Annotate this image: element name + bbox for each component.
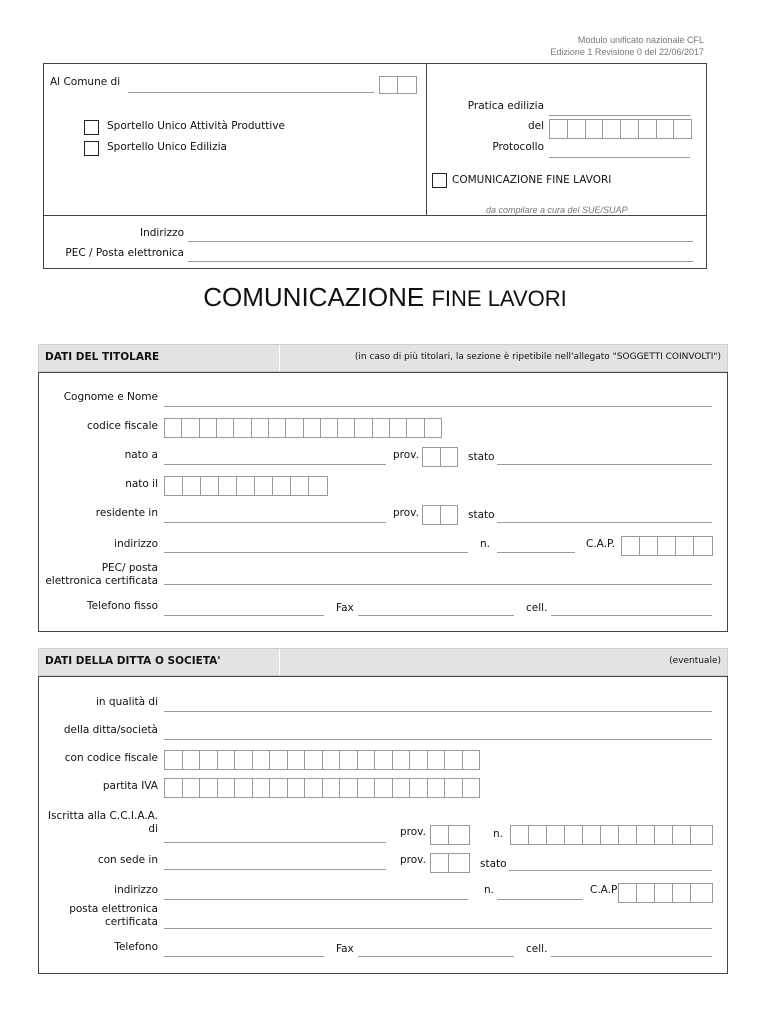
input-cell[interactable] xyxy=(183,477,201,495)
res-prov-cells[interactable] xyxy=(422,505,458,525)
ditta-cap-label: C.A.P xyxy=(590,884,618,896)
input-cell[interactable] xyxy=(622,537,640,555)
input-cell[interactable] xyxy=(340,779,358,797)
ditta-n-label: n. xyxy=(484,884,494,896)
qualita-label: in qualità di xyxy=(96,696,158,708)
cap-tit-cells[interactable] xyxy=(621,536,713,556)
n-tit-input[interactable] xyxy=(497,552,575,553)
input-cell[interactable] xyxy=(393,751,411,769)
residente-label: residente in xyxy=(95,507,158,519)
pec-tit-label xyxy=(44,562,158,588)
input-cell[interactable] xyxy=(637,826,655,844)
input-cell[interactable] xyxy=(200,419,217,437)
titolare-box xyxy=(38,372,728,632)
input-cell[interactable] xyxy=(511,826,529,844)
cciaa-label xyxy=(44,810,158,836)
input-cell[interactable] xyxy=(621,120,639,138)
input-cell[interactable] xyxy=(323,751,341,769)
input-cell[interactable] xyxy=(655,884,673,902)
comune-prov-cells[interactable] xyxy=(379,76,417,94)
cell-tit-label: cell. xyxy=(526,602,548,614)
input-cell[interactable] xyxy=(655,826,673,844)
ditta-posta-label-2: certificata xyxy=(105,916,158,928)
del-label: del xyxy=(527,120,544,132)
input-cell[interactable] xyxy=(380,77,398,93)
input-cell[interactable] xyxy=(219,477,237,495)
cfl-checkbox[interactable] xyxy=(432,173,447,188)
input-cell[interactable] xyxy=(673,884,691,902)
cciaa-n-label: n. xyxy=(493,828,503,840)
input-cell[interactable] xyxy=(639,120,657,138)
pec-tit-label-2: elettronica certificata xyxy=(45,575,158,587)
ditta-cell-input[interactable] xyxy=(551,956,712,957)
input-cell[interactable] xyxy=(183,779,201,797)
pec-tit-input[interactable] xyxy=(164,584,712,585)
input-cell[interactable] xyxy=(375,751,393,769)
ditta-fax-input[interactable] xyxy=(358,956,514,957)
sede-label: con sede in xyxy=(97,854,158,866)
cfl-label: COMUNICAZIONE FINE LAVORI xyxy=(452,174,612,186)
input-cell[interactable] xyxy=(201,477,219,495)
input-cell[interactable] xyxy=(691,826,708,844)
input-cell[interactable] xyxy=(269,419,286,437)
ditta-fax-label: Fax xyxy=(336,943,354,955)
ditta-input[interactable] xyxy=(164,739,712,740)
ditta-tel-input[interactable] xyxy=(164,956,324,957)
input-cell[interactable] xyxy=(252,419,269,437)
input-cell[interactable] xyxy=(657,120,675,138)
input-cell[interactable] xyxy=(445,751,463,769)
comune-box-hline xyxy=(43,215,706,216)
sede-prov-label: prov. xyxy=(400,854,426,866)
input-cell[interactable] xyxy=(441,506,458,524)
input-cell[interactable] xyxy=(398,77,415,93)
input-cell[interactable] xyxy=(565,826,583,844)
input-cell[interactable] xyxy=(165,779,183,797)
input-cell[interactable] xyxy=(270,751,288,769)
input-cell[interactable] xyxy=(304,419,321,437)
input-cell[interactable] xyxy=(273,477,291,495)
pratica-label: Pratica edilizia xyxy=(467,100,544,112)
n-tit-label: n. xyxy=(480,538,490,550)
cell-tit-input[interactable] xyxy=(551,615,712,616)
indirizzo-input[interactable] xyxy=(188,241,693,242)
comune-input[interactable] xyxy=(128,92,374,93)
pec-label: PEC / Posta elettronica xyxy=(65,247,184,259)
input-cell[interactable] xyxy=(445,779,463,797)
ditta-heading: DATI DELLA DITTA O SOCIETA' xyxy=(45,655,221,667)
suap-label: Sportello Unico Attività Produttive xyxy=(107,120,286,132)
nato-il-label: nato il xyxy=(125,478,158,490)
input-cell[interactable] xyxy=(694,537,711,555)
qualita-input[interactable] xyxy=(164,711,712,712)
input-cell[interactable] xyxy=(165,751,183,769)
input-cell[interactable] xyxy=(463,751,480,769)
input-cell[interactable] xyxy=(358,779,376,797)
compilare-note: da compilare a cura del SUE/SUAP xyxy=(486,205,628,215)
ditta-indirizzo-input[interactable] xyxy=(164,899,468,900)
form-edition-note xyxy=(404,34,704,58)
nato-prov-cells[interactable] xyxy=(422,447,458,467)
input-cell[interactable] xyxy=(428,751,446,769)
input-cell[interactable] xyxy=(568,120,586,138)
del-date-cells[interactable] xyxy=(549,119,692,139)
input-cell[interactable] xyxy=(410,779,428,797)
input-cell[interactable] xyxy=(321,419,338,437)
input-cell[interactable] xyxy=(358,751,376,769)
input-cell[interactable] xyxy=(619,884,637,902)
cciaa-label-1: Iscritta alla C.C.I.A.A. xyxy=(47,810,158,822)
ditta-posta-input[interactable] xyxy=(164,928,712,929)
ditta-n-input[interactable] xyxy=(497,899,583,900)
input-cell[interactable] xyxy=(425,419,441,437)
input-cell[interactable] xyxy=(407,419,424,437)
input-cell[interactable] xyxy=(218,779,236,797)
input-cell[interactable] xyxy=(423,448,441,466)
res-stato-input[interactable] xyxy=(497,522,712,523)
tel-tit-input[interactable] xyxy=(164,615,324,616)
iva-label: partita IVA xyxy=(102,780,158,792)
cciaa-prov-cells[interactable] xyxy=(430,825,470,845)
cap-tit-label: C.A.P. xyxy=(586,538,616,550)
input-cell[interactable] xyxy=(253,779,271,797)
indirizzo-tit-label: indirizzo xyxy=(114,538,158,550)
form-edition-line1: Modulo unificato nazionale CFL xyxy=(577,35,704,45)
titolare-note: (in caso di più titolari, la sezione è ripetibile nell'allegato "SOGGETTI COINVOLTI") xyxy=(354,352,721,362)
input-cell[interactable] xyxy=(288,779,306,797)
input-cell[interactable] xyxy=(410,751,428,769)
ditta-label: della ditta/società xyxy=(63,724,158,736)
input-cell[interactable] xyxy=(217,419,234,437)
input-cell[interactable] xyxy=(463,779,480,797)
nato-prov-label: prov. xyxy=(393,449,419,461)
input-cell[interactable] xyxy=(305,751,323,769)
tel-tit-label: Telefono fisso xyxy=(87,600,158,612)
input-cell[interactable] xyxy=(603,120,621,138)
fax-tit-label: Fax xyxy=(336,602,354,614)
input-cell[interactable] xyxy=(637,884,655,902)
res-stato-label: stato xyxy=(468,509,495,521)
input-cell[interactable] xyxy=(183,751,201,769)
input-cell[interactable] xyxy=(658,537,676,555)
input-cell[interactable] xyxy=(200,779,218,797)
nato-a-input[interactable] xyxy=(164,464,386,465)
input-cell[interactable] xyxy=(583,826,601,844)
input-cell[interactable] xyxy=(338,419,355,437)
input-cell[interactable] xyxy=(676,537,694,555)
ditta-indirizzo-label: indirizzo xyxy=(114,884,158,896)
input-cell[interactable] xyxy=(165,419,182,437)
res-prov-label: prov. xyxy=(393,507,419,519)
input-cell[interactable] xyxy=(601,826,619,844)
input-cell[interactable] xyxy=(340,751,358,769)
input-cell[interactable] xyxy=(200,751,218,769)
nato-stato-label: stato xyxy=(468,451,495,463)
input-cell[interactable] xyxy=(253,751,271,769)
form-edition-line2: Edizione 1 Revisione 0 del 22/06/2017 xyxy=(550,47,704,57)
page-title-rest: FINE LAVORI xyxy=(431,286,567,311)
input-cell[interactable] xyxy=(235,751,253,769)
sede-prov-cells[interactable] xyxy=(430,853,470,873)
ditta-note: (eventuale) xyxy=(669,656,721,666)
cciaa-label-2: di xyxy=(148,823,158,835)
input-cell[interactable] xyxy=(288,751,306,769)
input-cell[interactable] xyxy=(674,120,691,138)
input-cell[interactable] xyxy=(619,826,637,844)
indirizzo-tit-input[interactable] xyxy=(164,552,468,553)
input-cell[interactable] xyxy=(305,779,323,797)
ditta-cap-cells[interactable] xyxy=(618,883,713,903)
titolare-heading: DATI DEL TITOLARE xyxy=(45,351,160,363)
cf-label: codice fiscale xyxy=(86,420,158,432)
input-cell[interactable] xyxy=(431,826,449,844)
input-cell[interactable] xyxy=(286,419,303,437)
input-cell[interactable] xyxy=(355,419,372,437)
input-cell[interactable] xyxy=(375,779,393,797)
input-cell[interactable] xyxy=(428,779,446,797)
pec-tit-label-1: PEC/ posta xyxy=(101,562,158,574)
page-title-main: COMUNICAZIONE xyxy=(203,282,425,312)
comune-box-divider xyxy=(426,63,427,215)
input-cell[interactable] xyxy=(640,537,658,555)
input-cell[interactable] xyxy=(586,120,604,138)
sue-label: Sportello Unico Edilizia xyxy=(107,141,227,153)
pratica-input[interactable] xyxy=(549,115,690,116)
input-cell[interactable] xyxy=(270,779,288,797)
input-cell[interactable] xyxy=(255,477,273,495)
input-cell[interactable] xyxy=(441,448,458,466)
input-cell[interactable] xyxy=(673,826,691,844)
pec-input[interactable] xyxy=(188,261,693,262)
cciaa-prov-label: prov. xyxy=(400,826,426,838)
input-cell[interactable] xyxy=(393,779,411,797)
sede-input[interactable] xyxy=(164,869,386,870)
input-cell[interactable] xyxy=(235,779,253,797)
input-cell[interactable] xyxy=(449,854,466,872)
cognome-label: Cognome e Nome xyxy=(63,391,158,403)
ditta-tel-label: Telefono xyxy=(114,941,158,953)
residente-input[interactable] xyxy=(164,522,386,523)
input-cell[interactable] xyxy=(165,477,183,495)
input-cell[interactable] xyxy=(218,751,236,769)
comune-label: Al Comune di xyxy=(50,76,121,88)
input-cell[interactable] xyxy=(529,826,547,844)
protocollo-input[interactable] xyxy=(549,157,690,158)
cf-cells[interactable] xyxy=(164,418,442,438)
fax-tit-input[interactable] xyxy=(358,615,514,616)
input-cell[interactable] xyxy=(431,854,449,872)
ditta-posta-label-1: posta elettronica xyxy=(69,903,158,915)
input-cell[interactable] xyxy=(449,826,466,844)
page-title xyxy=(0,282,770,313)
titolare-section-header xyxy=(38,344,728,372)
iva-cells[interactable] xyxy=(164,778,480,798)
nato-il-cells[interactable] xyxy=(164,476,328,496)
input-cell[interactable] xyxy=(182,419,199,437)
input-cell[interactable] xyxy=(550,120,568,138)
input-cell[interactable] xyxy=(691,884,708,902)
input-cell[interactable] xyxy=(237,477,255,495)
input-cell[interactable] xyxy=(390,419,407,437)
cciaa-n-cells[interactable] xyxy=(510,825,713,845)
input-cell[interactable] xyxy=(373,419,390,437)
nato-a-label: nato a xyxy=(124,449,158,461)
cciaa-input[interactable] xyxy=(164,842,386,843)
ditta-cf-cells[interactable] xyxy=(164,750,480,770)
input-cell[interactable] xyxy=(323,779,341,797)
sue-checkbox[interactable] xyxy=(84,141,99,156)
input-cell[interactable] xyxy=(291,477,309,495)
ditta-cell-label: cell. xyxy=(526,943,548,955)
nato-stato-input[interactable] xyxy=(497,464,712,465)
ditta-section-header xyxy=(38,648,728,676)
suap-checkbox[interactable] xyxy=(84,120,99,135)
sede-stato-input[interactable] xyxy=(509,870,712,871)
cognome-input[interactable] xyxy=(164,406,712,407)
sede-stato-label: stato xyxy=(480,858,507,870)
indirizzo-label: Indirizzo xyxy=(139,227,184,239)
protocollo-label: Protocollo xyxy=(492,141,544,153)
ditta-posta-label xyxy=(44,903,158,929)
ditta-cf-label: con codice fiscale xyxy=(64,752,158,764)
input-cell[interactable] xyxy=(423,506,441,524)
input-cell[interactable] xyxy=(234,419,251,437)
input-cell[interactable] xyxy=(309,477,326,495)
input-cell[interactable] xyxy=(547,826,565,844)
